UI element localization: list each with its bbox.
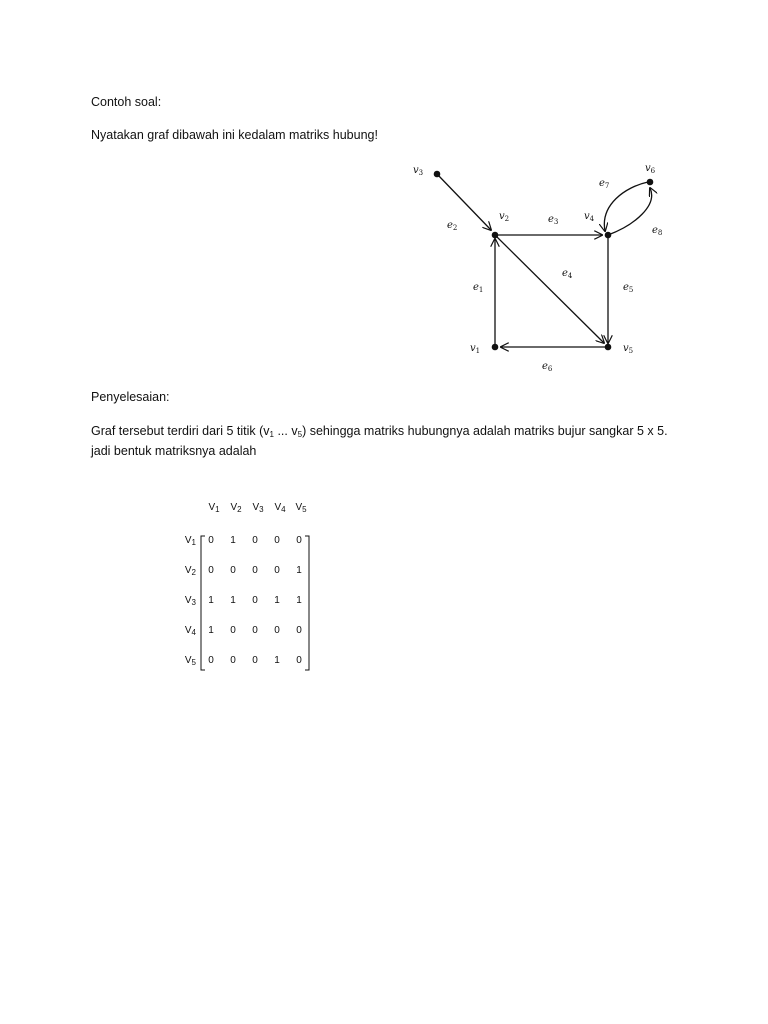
- edge-label-e8: $e_8$: [652, 225, 663, 237]
- vertex-v2: [492, 232, 499, 239]
- explanation-text-2: jadi bentuk matriksnya adalah: [91, 444, 257, 458]
- matrix-cell: 1: [296, 595, 302, 606]
- edge-e4: [495, 235, 604, 343]
- matrix-cell: 1: [296, 565, 302, 576]
- solution-heading: Penyelesaian:: [91, 390, 170, 404]
- matrix-row-header-1: $V_1$: [184, 535, 196, 547]
- matrix-cell: 1: [208, 625, 214, 636]
- edge-label-e6: $e_6$: [542, 361, 553, 373]
- edge-e7: [604, 182, 648, 231]
- matrix-col-header-5: $V_5$: [295, 502, 307, 514]
- edge-label-e1: $e_1$: [473, 282, 484, 294]
- edge-e8: [608, 188, 652, 235]
- matrix-cell: 0: [252, 595, 258, 606]
- matrix-col-header-2: $V_2$: [230, 502, 242, 514]
- matrix-row-header-3: $V_3$: [184, 595, 196, 607]
- matrix-cell: 0: [296, 625, 302, 636]
- vertex-label-v2: $v_2$: [499, 211, 510, 223]
- matrix-cell: 1: [230, 595, 236, 606]
- edge-label-e4: $e_4$: [562, 268, 573, 280]
- vertex-label-v6: $v_6$: [645, 163, 656, 175]
- matrix-cell: 0: [208, 535, 214, 546]
- matrix-cell: 1: [230, 535, 236, 546]
- matrix-cell: 0: [296, 655, 302, 666]
- matrix-cell: 0: [208, 565, 214, 576]
- vertex-v1: [492, 344, 499, 351]
- vertex-v5: [605, 344, 612, 351]
- edge-label-e2: $e_2$: [447, 220, 458, 232]
- matrix-cell: 0: [252, 535, 258, 546]
- edge-label-e5: $e_5$: [623, 282, 634, 294]
- matrix-cell: 0: [230, 565, 236, 576]
- vertex-label-v4: $v_4$: [584, 211, 595, 223]
- question-text: Nyatakan graf dibawah ini kedalam matriks hubung!: [91, 128, 378, 142]
- matrix-col-header-1: $V_1$: [208, 502, 220, 514]
- vertex-label-v3: $v_3$: [413, 165, 424, 177]
- matrix-col-header-4: $V_4$: [274, 502, 286, 514]
- edge-e2: [437, 174, 491, 230]
- matrix-cell: 0: [274, 565, 280, 576]
- vertex-v4: [605, 232, 612, 239]
- explanation-text: Graf tersebut terdiri dari 5 titik ($v_1$ ... $v_5$) sehingga matriks hubungnya adalah matriks bujur sangkar 5 x 5.: [91, 424, 668, 439]
- matrix-row-header-5: $V_5$: [184, 655, 196, 667]
- vertex-label-v1: $v_1$: [470, 343, 481, 355]
- example-heading: Contoh soal:: [91, 95, 162, 109]
- matrix-cell: 1: [274, 655, 280, 666]
- matrix-cell: 0: [274, 535, 280, 546]
- matrix-cell: 0: [230, 625, 236, 636]
- matrix-cell: 0: [230, 655, 236, 666]
- matrix-cell: 0: [208, 655, 214, 666]
- directed-graph: [400, 155, 680, 380]
- matrix-cell: 0: [296, 535, 302, 546]
- matrix-row-header-4: $V_4$: [184, 625, 196, 637]
- matrix-cell: 0: [252, 655, 258, 666]
- matrix-cell: 1: [274, 595, 280, 606]
- edge-label-e7: $e_7$: [599, 178, 610, 190]
- matrix-cell: 0: [252, 625, 258, 636]
- matrix-cell: 0: [274, 625, 280, 636]
- matrix-cell: 0: [252, 565, 258, 576]
- vertex-label-v5: $v_5$: [623, 343, 634, 355]
- vertex-v6: [647, 179, 654, 186]
- matrix-cell: 1: [208, 595, 214, 606]
- edge-label-e3: $e_3$: [548, 214, 559, 226]
- matrix-row-header-2: $V_2$: [184, 565, 196, 577]
- vertex-v3: [434, 171, 441, 178]
- matrix-col-header-3: $V_3$: [252, 502, 264, 514]
